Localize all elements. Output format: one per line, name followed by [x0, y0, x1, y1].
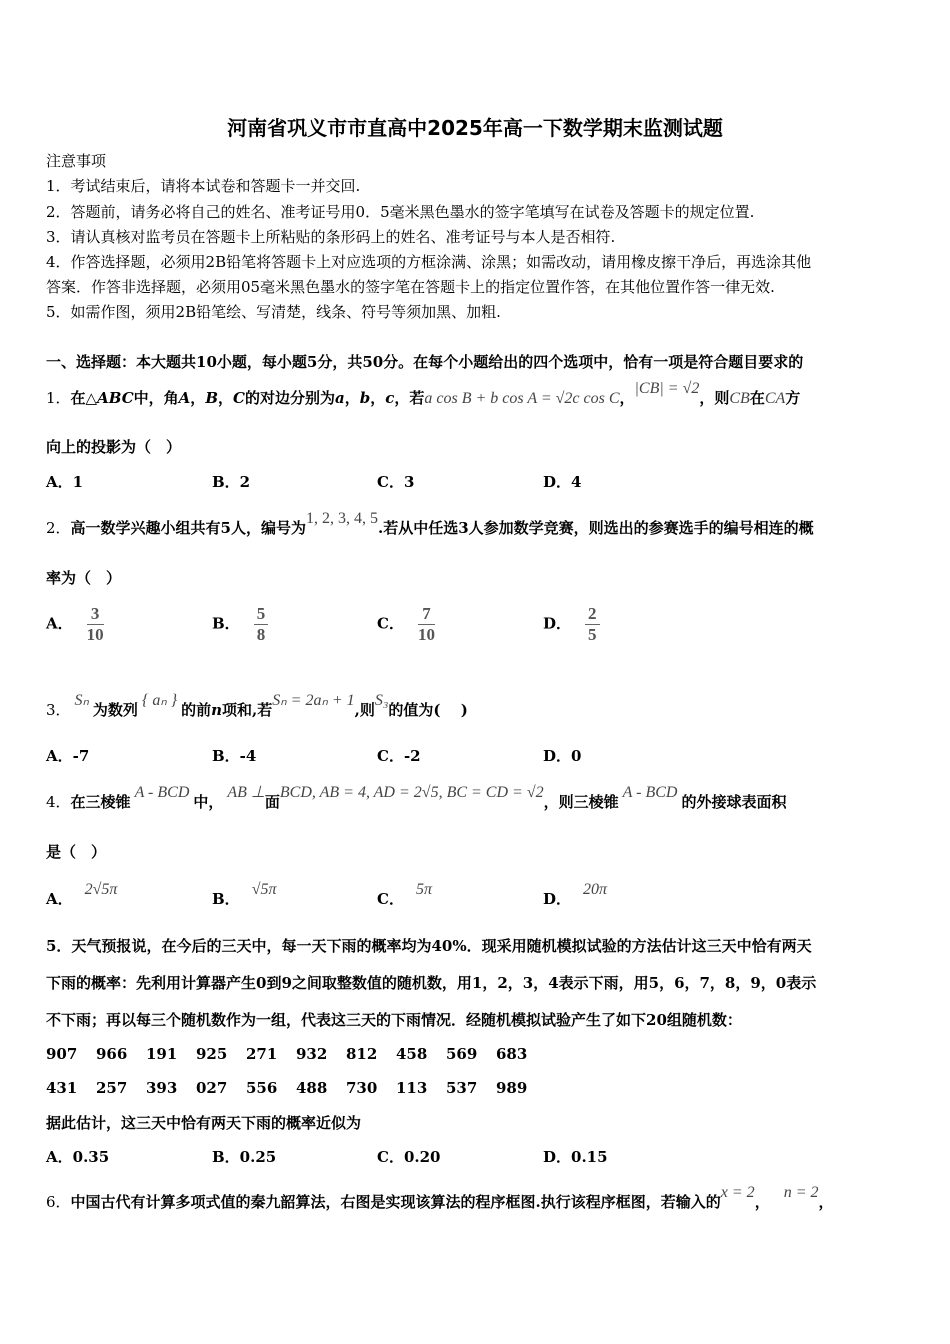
denominator: 10 — [417, 625, 435, 644]
q5-option-b[interactable]: B．0.25 — [212, 1148, 277, 1166]
q1-option-d[interactable]: D．4 — [543, 473, 582, 491]
random-number: 556 — [246, 1079, 278, 1097]
q2-option-b[interactable] — [212, 604, 268, 645]
random-number: 925 — [196, 1045, 228, 1063]
q1-vector-cb: CB — [729, 390, 750, 407]
numerator: 2 — [585, 604, 600, 625]
random-number: 537 — [446, 1079, 478, 1097]
random-number: 257 — [96, 1079, 128, 1097]
q3-option-a[interactable]: A．-7 — [46, 747, 90, 765]
q1-condition: |CB| = √2 — [634, 380, 700, 397]
random-number: 113 — [396, 1079, 428, 1097]
q1-line2: 向上的投影为（ ） — [46, 438, 182, 456]
q3-text: 的值为( ) — [388, 701, 468, 719]
q4-ab: AB ⊥ — [227, 784, 265, 801]
q4-pyramid-2: A - BCD — [622, 784, 678, 801]
q2-option-c-label: C． — [377, 614, 404, 633]
q3-num: 3． — [46, 701, 71, 719]
q3-sn: Sₙ — [74, 692, 89, 709]
q2-option-b-label: B． — [212, 614, 240, 633]
random-number: 932 — [296, 1045, 328, 1063]
q6-num: 6． — [46, 1193, 71, 1211]
q1-side-a: a — [334, 389, 345, 407]
question-2 — [46, 510, 814, 539]
q1-angle-a: A — [178, 389, 191, 407]
q1-sep: ， — [619, 389, 635, 407]
random-number: 393 — [146, 1079, 178, 1097]
q1-formula: a cos B + b cos A = √2c cos C — [424, 390, 620, 407]
q3-option-d[interactable]: D．0 — [543, 747, 582, 765]
notice-item-2: 2．答题前，请务必将自己的姓名、准考证号用0．5毫米黑色墨水的签字笔填写在试卷及答题卡的规定位置. — [46, 203, 755, 221]
random-number: 683 — [496, 1045, 528, 1063]
random-number: 271 — [246, 1045, 278, 1063]
q4-option-b-value: √5π — [251, 881, 277, 898]
denominator: 5 — [588, 625, 597, 644]
q1-text: 在△ — [70, 389, 98, 407]
q4-option-a[interactable] — [46, 881, 118, 910]
q3-n: n — [211, 701, 223, 719]
q4-option-b[interactable] — [212, 881, 277, 910]
q4-option-d[interactable] — [543, 881, 608, 910]
random-number: 989 — [496, 1079, 528, 1097]
random-number: 431 — [46, 1079, 78, 1097]
notice-item-4-cont: 答案．作答非选择题，必须用05毫米黑色墨水的签字笔在答题卡上的指定位置作答，在其他位置作答一律无效. — [46, 278, 775, 296]
q3-text: 项和,若 — [222, 701, 273, 719]
q6-end: ， — [818, 1193, 834, 1211]
q4-option-c-value: 5π — [415, 881, 432, 898]
q4-text: 的外接球表面积 — [681, 793, 787, 811]
q2-text: 高一数学兴趣小组共有5人，编号为 — [70, 519, 306, 537]
q4-option-c[interactable] — [377, 881, 432, 910]
q4-option-a-value: 2√5π — [84, 881, 118, 898]
q1-text: 的对边分别为 — [244, 389, 335, 407]
denominator: 10 — [86, 625, 104, 644]
q2-text: .若从中任选3人参加数学竞赛，则选出的参赛选手的编号相连的概 — [378, 519, 814, 537]
q2-option-d[interactable] — [543, 604, 600, 645]
q1-text: 中，角 — [133, 389, 179, 407]
numerator: 5 — [254, 604, 269, 625]
page-title: 河南省巩义市市直高中2025年高一下数学期末监测试题 — [227, 116, 723, 140]
q1-text: 方 — [785, 389, 801, 407]
q2-option-b-fraction — [254, 604, 269, 645]
random-number: 569 — [446, 1045, 478, 1063]
q2-option-c-fraction — [418, 604, 435, 645]
q2-option-a-label: A． — [46, 614, 73, 633]
q2-option-a-fraction — [87, 604, 104, 645]
q1-vector-ca: CA — [764, 390, 786, 407]
q6-x: x = 2 — [720, 1184, 755, 1201]
notice-item-1: 1．考试结束后，请将本试卷和答题卡一并交回. — [46, 177, 361, 195]
q1-option-c[interactable]: C．3 — [377, 473, 415, 491]
q2-numbers: 1, 2, 3, 4, 5 — [306, 510, 378, 527]
q5-line-1: 5．天气预报说，在今后的三天中，每一天下雨的概率均为40%．现采用随机模拟试验的方法估计这三天中恰有两天 — [46, 937, 812, 955]
notice-item-5: 5．如需作图，须用2B铅笔绘、写清楚，线条、符号等须加黑、加粗. — [46, 303, 501, 321]
q4-option-c-label: C． — [377, 890, 404, 908]
q4-line2: 是（ ） — [46, 843, 107, 861]
q5-line-3: 不下雨；再以每三个随机数作为一组，代表这三天的下雨情况．经随机模拟试验产生了如下20组随机数： — [46, 1011, 742, 1029]
q1-angle-c: C — [233, 389, 245, 407]
q5-random-row-2 — [46, 1079, 546, 1097]
q3-text: ,则 — [354, 701, 375, 719]
question-4 — [46, 784, 787, 813]
section-heading: 一、选择题：本大题共10小题，每小题5分，共50分。在每个小题给出的四个选项中，恰有一项是符合题目要求的 — [46, 353, 804, 371]
q5-option-a[interactable]: A．0.35 — [46, 1148, 110, 1166]
notice-item-4: 4．作答选择题，必须用2B铅笔将答题卡上对应选项的方框涂满、涂黑；如需改动，请用橡皮擦干净后，再选涂其他 — [46, 253, 812, 271]
q1-text: ，若 — [394, 389, 425, 407]
q1-abc: ABC — [97, 389, 134, 407]
q6-n: n = 2 — [783, 1184, 819, 1201]
random-number: 966 — [96, 1045, 128, 1063]
q2-num: 2． — [46, 519, 71, 537]
q3-option-b[interactable]: B．-4 — [212, 747, 257, 765]
q4-text: 面 — [264, 793, 280, 811]
q2-line2: 率为（ ） — [46, 569, 122, 587]
q1-option-b[interactable]: B．2 — [212, 473, 251, 491]
q1-option-a[interactable]: A．1 — [46, 473, 84, 491]
q5-option-d[interactable]: D．0.15 — [543, 1148, 608, 1166]
q3-s3: S₃ — [374, 692, 389, 709]
q6-text: 中国古代有计算多项式值的秦九韶算法，右图是实现该算法的程序框图.执行该程序框图，若输入的 — [70, 1193, 721, 1211]
q5-option-c[interactable]: C．0.20 — [377, 1148, 441, 1166]
random-number: 458 — [396, 1045, 428, 1063]
q4-text: 中， — [193, 793, 224, 811]
q2-option-c[interactable] — [377, 604, 435, 645]
q4-num: 4． — [46, 793, 71, 811]
numerator: 7 — [418, 604, 435, 625]
q4-text: 在三棱锥 — [70, 793, 131, 811]
q6-sep: ， — [754, 1193, 770, 1211]
q4-option-d-label: D． — [543, 890, 572, 908]
q4-text: ，则三棱锥 — [543, 793, 619, 811]
q4-option-b-label: B． — [212, 890, 240, 908]
notice-item-3: 3．请认真核对监考员在答题卡上所粘贴的条形码上的姓名、准考证号与本人是否相符. — [46, 228, 616, 246]
q3-option-c[interactable]: C．-2 — [377, 747, 421, 765]
q2-option-d-label: D． — [543, 614, 572, 633]
q2-option-d-fraction — [585, 604, 600, 645]
numerator: 3 — [87, 604, 104, 625]
question-6 — [46, 1184, 834, 1213]
question-3 — [46, 692, 468, 721]
q3-text: 为数列 — [92, 701, 138, 719]
q3-formula: Sₙ = 2aₙ + 1 — [272, 692, 355, 709]
q5-line-2: 下雨的概率：先利用计算器产生0到9之间取整数值的随机数，用1，2，3，4表示下雨，用5，6，7，8，9，0表示 — [46, 974, 817, 992]
random-number: 812 — [346, 1045, 378, 1063]
q3-sequence: { aₙ } — [141, 692, 178, 709]
random-number: 191 — [146, 1045, 178, 1063]
q1-angle-b: B — [205, 389, 218, 407]
random-number: 907 — [46, 1045, 78, 1063]
notice-heading: 注意事项 — [46, 152, 107, 170]
question-1: 1．在△ABC中，角A，B，C的对边分别为a，b，c，若a cos B + b cos A = √2c cos C，|CB| = √2，则CB在CA方 — [46, 380, 801, 407]
q2-option-a[interactable] — [46, 604, 104, 645]
q3-text: 的前 — [181, 701, 212, 719]
q1-text: ，则 — [699, 389, 730, 407]
random-number: 730 — [346, 1079, 378, 1097]
q5-random-row-1 — [46, 1045, 546, 1063]
random-number: 027 — [196, 1079, 228, 1097]
q4-pyramid: A - BCD — [134, 784, 190, 801]
random-number: 488 — [296, 1079, 328, 1097]
q4-condition: BCD, AB = 4, AD = 2√5, BC = CD = √2 — [279, 784, 544, 801]
q4-option-d-value: 20π — [583, 881, 608, 898]
q5-tail: 据此估计，这三天中恰有两天下雨的概率近似为 — [46, 1114, 362, 1132]
denominator: 8 — [256, 625, 266, 644]
q1-side-b: b — [359, 389, 371, 407]
q4-option-a-label: A． — [46, 890, 73, 908]
q1-num: 1． — [46, 389, 71, 407]
q1-side-c: c — [385, 389, 395, 407]
q1-text: 在 — [749, 389, 765, 407]
